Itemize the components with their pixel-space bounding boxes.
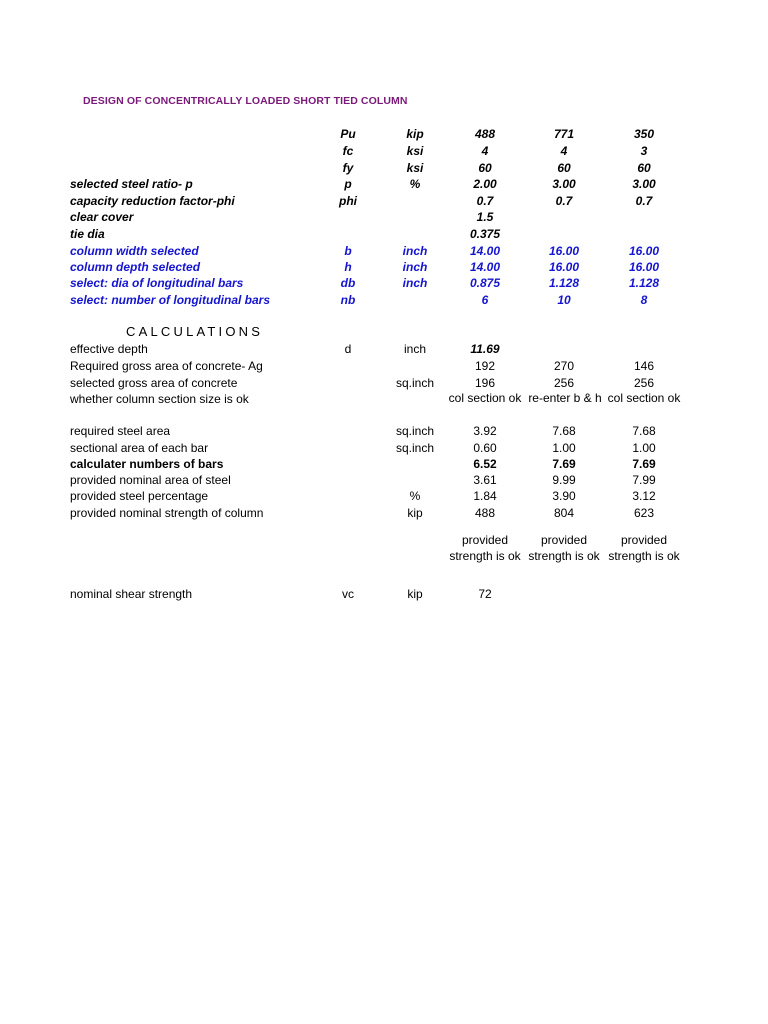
- value-cell: 3.00: [632, 177, 656, 191]
- value-cell: 60: [478, 161, 492, 175]
- value-cell: 0.875: [469, 276, 501, 290]
- calc-row-effective-depth: [0, 341, 768, 357]
- unit-cell: inch: [403, 342, 426, 356]
- value-cell: 2.00: [473, 177, 497, 191]
- input-row-pu: [0, 126, 768, 142]
- row-label: effective depth: [70, 342, 148, 356]
- value-cell: 3: [640, 144, 648, 158]
- status-text: provided strength is ok: [449, 533, 521, 563]
- value-cell: 256: [553, 376, 575, 390]
- symbol-cell: h: [344, 260, 352, 274]
- status-text: re-enter b & h: [528, 391, 602, 405]
- value-cell: 60: [637, 161, 651, 175]
- input-row-phi: [0, 193, 768, 209]
- unit-cell: %: [409, 177, 421, 191]
- calc-row-section-check: [0, 391, 768, 425]
- value-cell: 14.00: [469, 260, 501, 274]
- value-cell: 6: [481, 293, 489, 307]
- value-cell: 1.84: [473, 489, 497, 503]
- value-cell: 9.99: [552, 473, 576, 487]
- status-text: provided strength is ok: [608, 533, 680, 563]
- row-label: provided nominal strength of column: [70, 506, 264, 520]
- status-text: provided strength is ok: [528, 533, 600, 563]
- value-cell: 350: [633, 127, 655, 141]
- symbol-cell: p: [344, 177, 352, 191]
- value-cell: 488: [474, 506, 496, 520]
- value-cell: 11.69: [470, 342, 500, 356]
- value-cell: 7.69: [632, 457, 656, 471]
- value-cell: 196: [474, 376, 496, 390]
- row-label: selected gross area of concrete: [70, 376, 238, 390]
- input-row-clear-cover: [0, 209, 768, 225]
- row-label: select: dia of longitudinal bars: [70, 276, 244, 290]
- calc-row-selected-gross-area: [0, 375, 768, 391]
- value-cell: 7.69: [552, 457, 576, 471]
- calc-row-nominal-steel-area: [0, 472, 768, 488]
- value-cell: 270: [553, 359, 575, 373]
- value-cell: 3.12: [632, 489, 656, 503]
- row-label: capacity reduction factor-phi: [70, 194, 235, 208]
- value-cell: 3.92: [473, 424, 497, 438]
- unit-cell: sq.inch: [395, 441, 435, 455]
- calc-row-number-of-bars: [0, 456, 768, 472]
- unit-cell: inch: [402, 276, 428, 290]
- unit-cell: inch: [402, 260, 428, 274]
- row-label: select: number of longitudinal bars: [70, 293, 271, 307]
- row-label: provided nominal area of steel: [70, 473, 231, 487]
- row-label: calculater numbers of bars: [70, 457, 224, 471]
- row-label: tie dia: [70, 227, 105, 241]
- calc-row-strength-check: [0, 533, 768, 581]
- value-cell: 16.00: [548, 244, 580, 258]
- value-cell: 72: [478, 587, 492, 601]
- value-cell: 16.00: [548, 260, 580, 274]
- calc-row-required-steel: [0, 423, 768, 439]
- value-cell: 8: [640, 293, 648, 307]
- symbol-cell: db: [340, 276, 356, 290]
- value-cell: 804: [553, 506, 575, 520]
- value-cell: 0.7: [635, 194, 653, 208]
- value-cell: 1.128: [628, 276, 660, 290]
- status-text: col section ok: [448, 391, 522, 405]
- symbol-cell: fc: [342, 144, 354, 158]
- value-cell: 0.60: [473, 441, 497, 455]
- calc-row-steel-percentage: [0, 488, 768, 504]
- value-cell: 3.61: [473, 473, 497, 487]
- input-row-tie-dia: [0, 226, 768, 242]
- value-cell: 6.52: [473, 457, 497, 471]
- row-label: Required gross area of concrete- Ag: [70, 359, 263, 373]
- row-label: whether column section size is ok: [70, 392, 249, 406]
- calc-row-bar-area: [0, 440, 768, 456]
- input-row-steel-ratio: [0, 176, 768, 192]
- unit-cell: %: [409, 489, 421, 503]
- value-cell: 0.375: [469, 227, 501, 241]
- row-label: column depth selected: [70, 260, 201, 274]
- value-cell: 256: [633, 376, 655, 390]
- row-label: selected steel ratio- p: [70, 177, 193, 191]
- unit-cell: kip: [407, 587, 423, 601]
- value-cell: 771: [553, 127, 575, 141]
- value-cell: 16.00: [628, 260, 660, 274]
- value-cell: 3.90: [552, 489, 576, 503]
- value-cell: 1.5: [476, 210, 494, 224]
- value-cell: 1.00: [552, 441, 576, 455]
- calc-row-nominal-strength: [0, 505, 768, 521]
- value-cell: 16.00: [628, 244, 660, 258]
- unit-cell: sq.inch: [395, 424, 435, 438]
- calc-row-required-gross-area: [0, 358, 768, 374]
- page-title: DESIGN OF CONCENTRICALLY LOADED SHORT TIED COLUMN: [83, 95, 408, 107]
- row-label: sectional area of each bar: [70, 441, 209, 455]
- input-row-bar-count: [0, 292, 768, 308]
- row-label: column width selected: [70, 244, 199, 258]
- value-cell: 0.7: [476, 194, 494, 208]
- unit-cell: sq.inch: [395, 376, 435, 390]
- symbol-cell: Pu: [340, 127, 356, 141]
- input-row-fc: [0, 143, 768, 159]
- symbol-cell: phi: [339, 194, 357, 208]
- value-cell: 146: [633, 359, 655, 373]
- unit-cell: kip: [406, 127, 424, 141]
- row-label: nominal shear strength: [70, 587, 193, 601]
- status-text: col section ok: [607, 391, 681, 405]
- symbol-cell: b: [344, 244, 352, 258]
- unit-cell: inch: [402, 244, 428, 258]
- value-cell: 1.00: [632, 441, 656, 455]
- symbol-cell: fy: [342, 161, 354, 175]
- input-row-column-width: [0, 243, 768, 259]
- unit-cell: ksi: [406, 161, 424, 175]
- value-cell: 192: [474, 359, 496, 373]
- value-cell: 4: [481, 144, 489, 158]
- row-label: required steel area: [70, 424, 171, 438]
- unit-cell: kip: [407, 506, 423, 520]
- value-cell: 0.7: [555, 194, 573, 208]
- symbol-cell: vc: [342, 587, 354, 601]
- value-cell: 10: [557, 293, 571, 307]
- value-cell: 7.68: [552, 424, 576, 438]
- value-cell: 60: [557, 161, 571, 175]
- value-cell: 1.128: [548, 276, 580, 290]
- value-cell: 7.68: [632, 424, 656, 438]
- value-cell: 623: [633, 506, 655, 520]
- calc-row-shear-strength: [0, 586, 768, 602]
- value-cell: 3.00: [552, 177, 576, 191]
- value-cell: 14.00: [469, 244, 501, 258]
- symbol-cell: nb: [340, 293, 356, 307]
- input-row-fy: [0, 160, 768, 176]
- value-cell: 7.99: [632, 473, 656, 487]
- value-cell: 4: [560, 144, 568, 158]
- unit-cell: ksi: [406, 144, 424, 158]
- calculations-heading: CALCULATIONS: [126, 324, 264, 339]
- symbol-cell: d: [344, 342, 352, 356]
- row-label: provided steel percentage: [70, 489, 209, 503]
- value-cell: 488: [474, 127, 496, 141]
- input-row-bar-dia: [0, 275, 768, 291]
- input-row-column-depth: [0, 259, 768, 275]
- row-label: clear cover: [70, 210, 134, 224]
